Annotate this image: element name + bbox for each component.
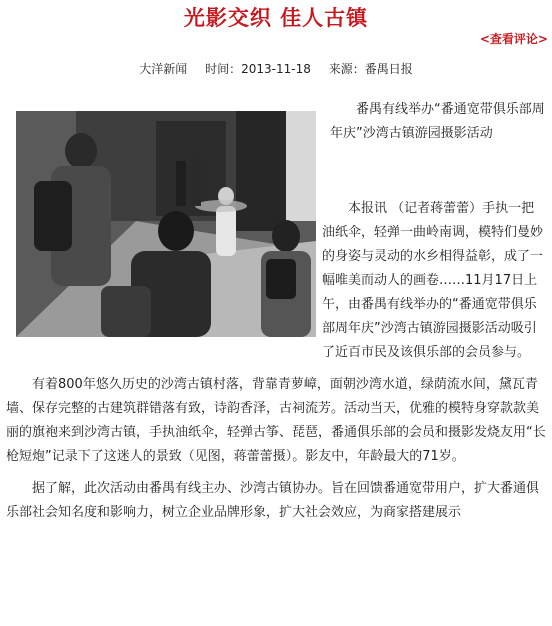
article-title: 光影交织 佳人古镇 <box>183 5 369 30</box>
article-lead: 番禺有线举办“番通宽带俱乐部周年庆”沙湾古镇游园摄影活动 <box>330 102 545 141</box>
article-meta <box>0 60 552 77</box>
publish-time <box>205 62 311 76</box>
article-paragraph-3: 据了解，此次活动由番禺有线主办、沙湾古镇协办。旨在回馈番通宽带用户，扩大番通俱乐部社会知名度和影响力，树立企业品牌形象，扩大社会效应，为商家搭建展示 <box>6 481 540 520</box>
article-body <box>0 92 552 146</box>
article-paragraph-1: 本报讯 （记者蒋蕾蕾）手执一把油纸伞，轻弹一曲岭南调，模特们曼妙的身姿与灵动的水乡相得益彰，成了一幅唯美而动人的画卷……11月17日上午，由番禺有线举办的“番通宽带俱乐部周年庆”沙湾古镇游园摄影活动吸引了近百市民及该俱乐部的会员参与。 <box>322 201 544 360</box>
article-origin <box>329 62 413 76</box>
article-paragraph-2: 有着800年悠久历史的沙湾古镇村落，背靠青萝嶂，面朝沙湾水道，绿荫流水间，黛瓦青墙、保存完整的古建筑群错落有致，诗韵香泽，古祠流芳。活动当天，优雅的模特身穿款款美丽的旗袍来到沙湾古镇，手执油纸伞，轻弹古筝、琵琶，番通俱乐部的会员和摄影发烧友用“长枪短炮”记录下了这迷人的景致（见图，蒋蕾蕾摄）。影友中，年龄最大的71岁。 <box>6 377 546 464</box>
origin-label: 来源： <box>328 62 365 76</box>
origin-value: 番禺日报 <box>364 62 413 76</box>
view-comments-link[interactable]: <查看评论> <box>479 32 548 46</box>
article-body-flow <box>0 197 552 525</box>
photo-float-spacer <box>0 197 322 371</box>
news-source: 大洋新闻 <box>139 62 188 76</box>
time-value: 2013-11-18 <box>241 62 311 76</box>
time-label: 时间： <box>205 62 242 76</box>
